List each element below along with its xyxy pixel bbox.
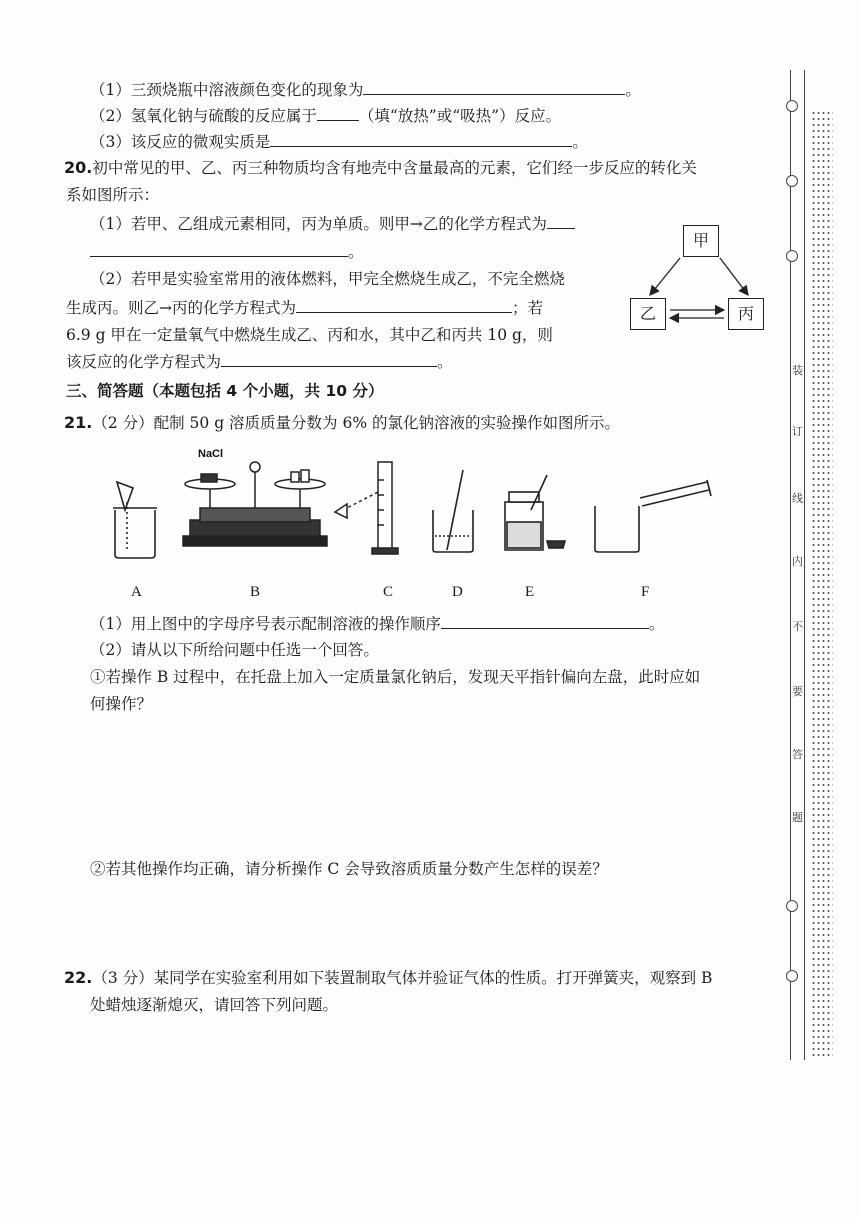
lab-operations-figure (95, 440, 735, 570)
answer-blank[interactable] (547, 212, 575, 229)
conversion-arrows (620, 220, 780, 340)
answer-blank[interactable] (441, 612, 649, 629)
figure-f-pouring (595, 480, 711, 552)
section-title: 三、简答题（本题包括 4 个小题，共 10 分） (66, 382, 384, 400)
margin-char: 内 (792, 555, 803, 568)
figure-label-a: A (131, 584, 142, 600)
q19-part2: （2）氢氧化钠与硫酸的反应属于 （填“放热”或“吸热”）反应。 (90, 104, 561, 127)
answer-blank[interactable] (221, 350, 437, 367)
q20-part2-c: 6.9 g 甲在一定量氧气中燃烧生成乙、丙和水，其中乙和丙共 10 g，则 (66, 326, 553, 344)
question-number: 21. (64, 413, 93, 432)
margin-char: 不 (792, 620, 803, 633)
answer-blank[interactable] (90, 240, 348, 257)
q21-part1: （1）用上图中的字母序号表示配制溶液的操作顺序 。 (90, 612, 664, 635)
margin-hole (786, 250, 798, 262)
margin-char: 要 (792, 685, 803, 698)
margin-char: 订 (792, 425, 803, 438)
q20-part2-b: 生成丙。则乙→丙的化学方程式为 ；若 (66, 296, 543, 319)
answer-blank[interactable] (363, 78, 625, 95)
figure-label-b: B (250, 584, 261, 600)
q21-option1-cont: 何操作？ (90, 695, 153, 713)
figure-d-beaker-stirring (433, 470, 473, 552)
margin-hole (786, 100, 798, 112)
margin-char: 题 (792, 811, 803, 824)
arrow-jia-to-bing (720, 258, 748, 295)
question-number: 22. (64, 968, 93, 987)
q20-intro-cont: 系如图所示： (66, 186, 160, 204)
margin-dots (811, 110, 833, 1060)
figure-b-balance (183, 462, 327, 546)
figure-label-c: C (383, 584, 394, 600)
box-jia: 甲 (683, 225, 719, 257)
q20-part1-cont: 。 (90, 240, 364, 263)
q22-line1: 22.（3 分）某同学在实验室利用如下装置制取气体并验证气体的性质。打开弹簧夹，观察到 B (64, 968, 713, 987)
figure-c-cylinder (335, 462, 398, 554)
figure-a-beaker (113, 482, 157, 558)
margin-char: 答 (792, 748, 803, 761)
figure-e-reagent-jar (505, 475, 565, 550)
margin-char: 装 (792, 364, 803, 377)
q20-part1: （1）若甲、乙组成元素相同，丙为单质。则甲→乙的化学方程式为 (90, 212, 575, 235)
answer-blank[interactable] (296, 296, 512, 313)
margin-char: 线 (792, 492, 803, 505)
figure-label-e: E (525, 584, 535, 600)
figure-label-f: F (641, 584, 650, 600)
q21-part2: （2）请从以下所给问题中任选一个回答。 (90, 641, 379, 659)
q19-part1: （1）三颈烧瓶中溶液颜色变化的现象为 。 (90, 78, 641, 101)
figure-label-d: D (452, 584, 463, 600)
margin-hole (786, 900, 798, 912)
arrow-jia-to-yi (650, 258, 680, 295)
q19-part3: （3）该反应的微观实质是 。 (90, 130, 588, 153)
box-bing: 丙 (728, 298, 764, 330)
q21-option2: ②若其他操作均正确，请分析操作 C 会导致溶质质量分数产生怎样的误差？ (90, 860, 608, 878)
q22-line2: 处蜡烛逐渐熄灭，请回答下列问题。 (90, 996, 339, 1014)
answer-blank[interactable] (270, 130, 572, 147)
margin-hole (786, 970, 798, 982)
box-yi: 乙 (630, 298, 666, 330)
margin-hole (786, 175, 798, 187)
q20-intro: 20.初中常见的甲、乙、丙三种物质均含有地壳中含量最高的元素，它们经一步反应的转化关 (64, 158, 697, 177)
question-number: 20. (64, 158, 93, 177)
q20-part2-d: 该反应的化学方程式为 。 (66, 350, 453, 373)
nacl-label: NaCl (198, 448, 224, 460)
answer-blank[interactable] (317, 104, 359, 121)
q21-intro: 21.（2 分）配制 50 g 溶质质量分数为 6% 的氯化钠溶液的实验操作如图所示。 (64, 413, 621, 432)
q21-option1: ①若操作 B 过程中，在托盘上加入一定质量氯化钠后，发现天平指针偏向左盘，此时应如 (90, 668, 701, 686)
margin-line-inner (804, 70, 807, 1060)
q20-part2: （2）若甲是实验室常用的液体燃料，甲完全燃烧生成乙，不完全燃烧 (90, 270, 565, 288)
